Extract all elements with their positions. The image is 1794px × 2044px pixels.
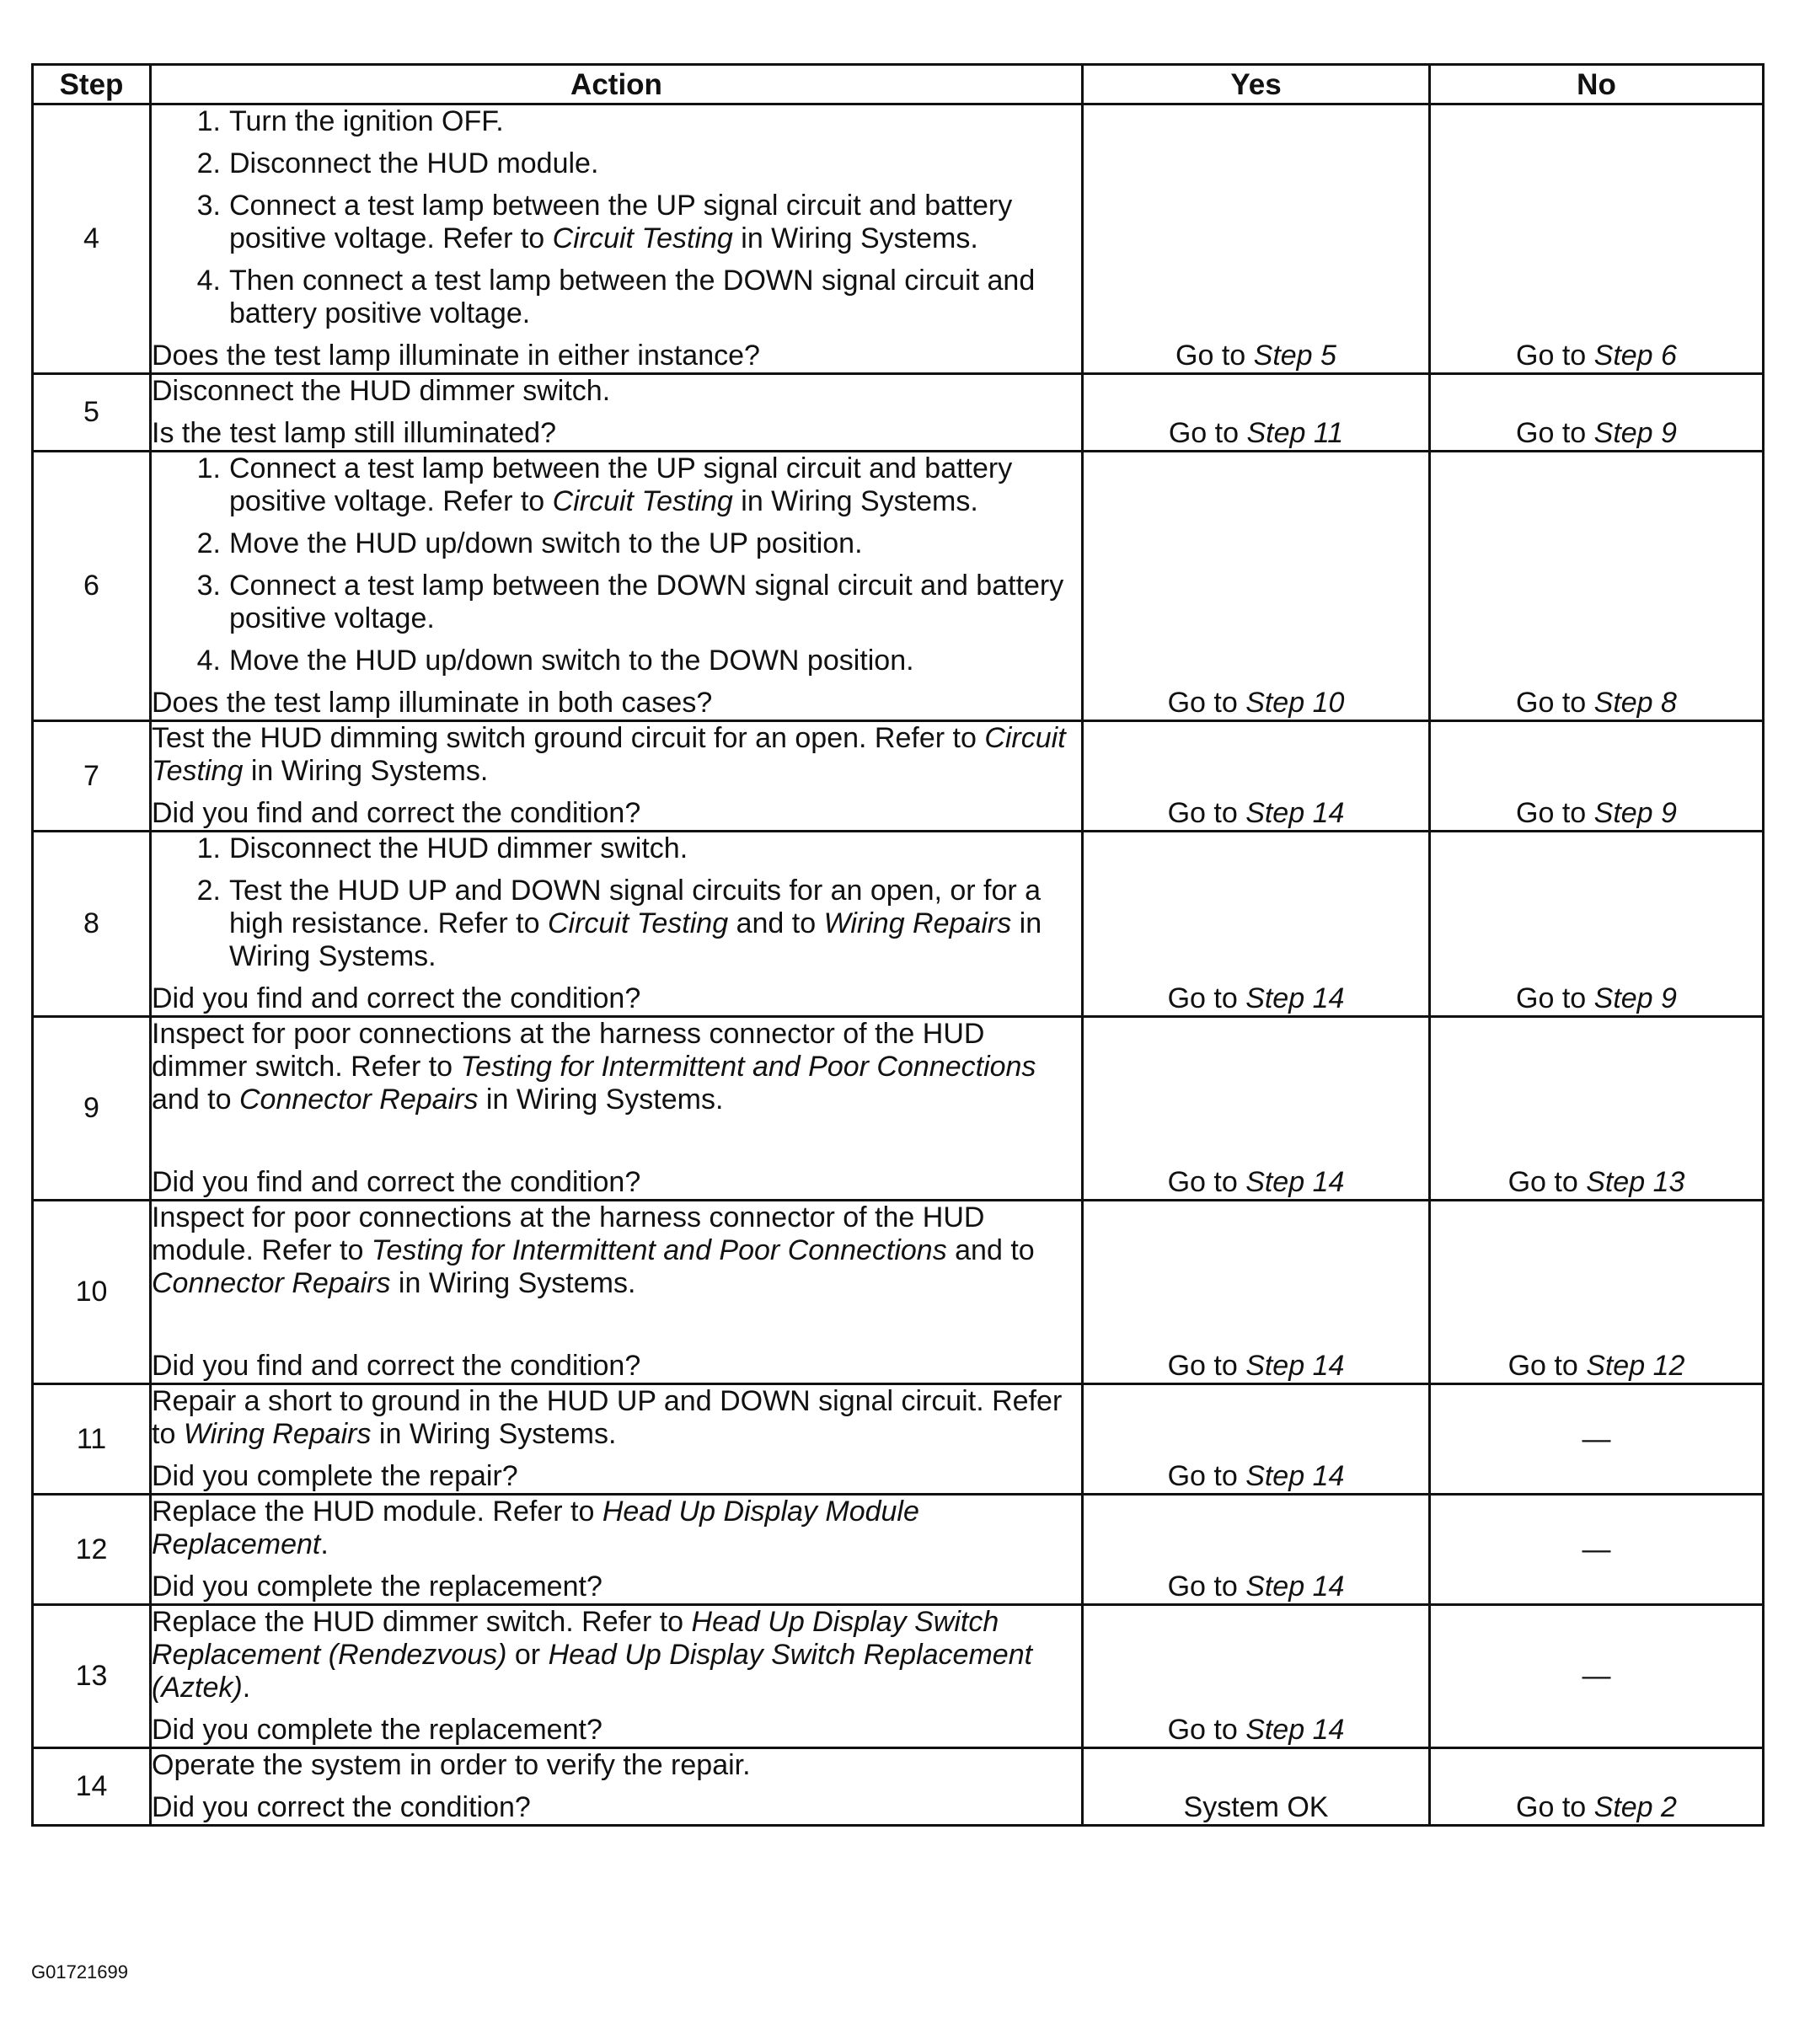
action-step-text xyxy=(229,832,1081,865)
no-result xyxy=(1430,1017,1764,1201)
text-run: or xyxy=(506,1639,549,1671)
action-step xyxy=(152,452,1081,518)
action-question: Does the test lamp illuminate in both cases? xyxy=(152,687,713,719)
action-question: Is the test lamp still illuminated? xyxy=(152,417,556,449)
action-step-number: 3. xyxy=(196,190,221,222)
reference-text: Step 5 xyxy=(1253,340,1336,372)
text-run: and to xyxy=(728,907,824,939)
reference-text: Step 9 xyxy=(1593,417,1677,449)
step-number: 6 xyxy=(33,452,151,721)
no-result xyxy=(1430,721,1764,832)
no-result xyxy=(1430,104,1764,374)
action-step-text xyxy=(229,452,1081,518)
action-step-number: 2. xyxy=(196,147,221,179)
action-instruction xyxy=(152,375,1081,408)
reference-text: Step 9 xyxy=(1593,982,1677,1014)
text-run: Move the HUD up/down switch to the UP position. xyxy=(229,527,863,559)
text-run: Go to xyxy=(1507,1350,1587,1382)
text-run: Turn the ignition OFF. xyxy=(229,105,504,137)
text-run: Test the HUD dimming switch ground circuit for an open. Refer to xyxy=(152,722,985,754)
action-step-number: 1. xyxy=(196,832,221,864)
text-run: Disconnect the HUD dimmer switch. xyxy=(229,832,688,864)
action-question: Does the test lamp illuminate in either instance? xyxy=(152,340,760,372)
text-run: Go to xyxy=(1516,1791,1594,1823)
text-run: in Wiring Systems. xyxy=(732,222,978,254)
action-content xyxy=(152,1749,1081,1824)
action-question: Did you find and correct the condition? xyxy=(152,1166,641,1198)
step-number: 12 xyxy=(33,1495,151,1605)
table-body xyxy=(33,104,1764,1826)
action-step xyxy=(152,570,1081,635)
action-cell xyxy=(151,721,1083,832)
text-run: in Wiring Systems. xyxy=(390,1267,636,1299)
action-question: Did you find and correct the condition? xyxy=(152,1350,641,1382)
text-run: Replace the HUD module. Refer to xyxy=(152,1496,602,1528)
step-number: 14 xyxy=(33,1748,151,1826)
action-step-number: 2. xyxy=(196,875,221,907)
text-run: Inspect for poor connections at the harness connector of the HUD dimmer switch. Refer to xyxy=(152,1018,985,1083)
action-step-text xyxy=(229,527,1081,560)
action-step xyxy=(152,645,1081,677)
action-cell xyxy=(151,104,1083,374)
text-run: Go to xyxy=(1167,687,1246,719)
reference-text: Wiring Repairs xyxy=(823,907,1012,939)
action-content xyxy=(152,722,1081,830)
action-cell xyxy=(151,1495,1083,1605)
yes-result xyxy=(1083,1495,1430,1605)
text-run: in Wiring Systems. xyxy=(229,907,1042,972)
header-row xyxy=(33,65,1764,104)
action-step xyxy=(152,190,1081,255)
header-no: No xyxy=(1430,65,1764,104)
text-run: Go to xyxy=(1167,797,1246,829)
no-result xyxy=(1430,1201,1764,1384)
action-cell xyxy=(151,1201,1083,1384)
reference-text: Step 2 xyxy=(1593,1791,1677,1823)
action-cell xyxy=(151,452,1083,721)
text-run: Go to xyxy=(1507,1166,1587,1198)
step-number: 10 xyxy=(33,1201,151,1384)
text-run: — xyxy=(1582,1660,1611,1692)
action-content xyxy=(152,1201,1081,1383)
header-step: Step xyxy=(33,65,151,104)
action-content xyxy=(152,1606,1081,1747)
reference-text: Step 12 xyxy=(1586,1350,1685,1382)
action-step xyxy=(152,832,1081,865)
action-step-number: 3. xyxy=(196,570,221,602)
action-steps-list xyxy=(152,452,1081,687)
table-row xyxy=(33,832,1764,1017)
action-instruction xyxy=(152,1385,1081,1451)
reference-text: Step 11 xyxy=(1246,417,1344,449)
step-number: 11 xyxy=(33,1384,151,1495)
text-run: Go to xyxy=(1516,797,1594,829)
action-step xyxy=(152,875,1081,973)
yes-result xyxy=(1083,452,1430,721)
text-run: Go to xyxy=(1175,340,1254,372)
action-question: Did you complete the replacement? xyxy=(152,1570,602,1603)
table-row xyxy=(33,1017,1764,1201)
text-run: Connect a test lamp between the DOWN signal circuit and battery positive voltage. xyxy=(229,570,1064,634)
text-run: Move the HUD up/down switch to the DOWN position. xyxy=(229,645,914,677)
action-step-text xyxy=(229,105,1081,138)
reference-text: Step 9 xyxy=(1593,797,1677,829)
action-content xyxy=(152,452,1081,720)
yes-result xyxy=(1083,1748,1430,1826)
table-row xyxy=(33,374,1764,452)
action-content xyxy=(152,832,1081,1015)
text-run: — xyxy=(1582,1533,1611,1565)
action-content xyxy=(152,1496,1081,1603)
text-run: and to xyxy=(152,1084,239,1116)
action-instruction xyxy=(152,1749,1081,1782)
action-step xyxy=(152,105,1081,138)
action-question: Did you complete the replacement? xyxy=(152,1714,602,1746)
action-step-text xyxy=(229,875,1081,973)
table-row xyxy=(33,104,1764,374)
action-question: Did you find and correct the condition? xyxy=(152,982,641,1014)
reference-text: Step 14 xyxy=(1245,1460,1345,1492)
text-run: Connect a test lamp between the UP signal circuit and battery positive voltage. Refer to xyxy=(229,190,1013,254)
yes-result xyxy=(1083,1605,1430,1748)
reference-text: Connector Repairs xyxy=(238,1084,479,1116)
action-instruction xyxy=(152,1496,1081,1561)
action-question: Did you find and correct the condition? xyxy=(152,797,641,829)
action-step-number: 2. xyxy=(196,527,221,559)
yes-result xyxy=(1083,104,1430,374)
action-step xyxy=(152,265,1081,330)
reference-text: Step 13 xyxy=(1586,1166,1685,1198)
yes-result xyxy=(1083,374,1430,452)
text-run: in Wiring Systems. xyxy=(371,1418,617,1450)
action-content xyxy=(152,105,1081,372)
reference-text: Head Up Display Switch Replacement (Aztek) xyxy=(152,1639,1033,1704)
table-row xyxy=(33,1605,1764,1748)
text-run: and to xyxy=(946,1234,1035,1266)
text-run: Test the HUD UP and DOWN signal circuits for an open, or for a high resistance. Refer to xyxy=(229,875,1042,939)
action-step-number: 4. xyxy=(196,645,221,677)
no-result xyxy=(1430,832,1764,1017)
text-run: . xyxy=(242,1672,251,1704)
reference-text: Step 14 xyxy=(1245,1714,1345,1746)
text-run: Go to xyxy=(1516,340,1594,372)
text-run: Disconnect the HUD dimmer switch. xyxy=(152,375,611,407)
reference-text: Step 14 xyxy=(1245,1350,1345,1382)
reference-text: Step 8 xyxy=(1593,687,1677,719)
no-result xyxy=(1430,374,1764,452)
action-cell xyxy=(151,832,1083,1017)
text-run: Go to xyxy=(1516,417,1594,449)
reference-text: Step 14 xyxy=(1245,1570,1345,1603)
action-instruction xyxy=(152,1201,1081,1300)
text-run: Go to xyxy=(1516,687,1594,719)
reference-text: Step 14 xyxy=(1245,982,1345,1014)
step-number: 8 xyxy=(33,832,151,1017)
no-result xyxy=(1430,1605,1764,1748)
action-question: Did you correct the condition? xyxy=(152,1791,531,1823)
yes-result xyxy=(1083,1017,1430,1201)
action-content xyxy=(152,1385,1081,1493)
step-number: 13 xyxy=(33,1605,151,1748)
text-run: Go to xyxy=(1167,1714,1246,1746)
yes-result xyxy=(1083,832,1430,1017)
text-run: System OK xyxy=(1183,1791,1329,1823)
step-number: 4 xyxy=(33,104,151,374)
figure-id: G01721699 xyxy=(31,1961,128,1982)
reference-text: Step 14 xyxy=(1245,797,1345,829)
table-row xyxy=(33,1201,1764,1384)
action-step xyxy=(152,527,1081,560)
table-row xyxy=(33,1495,1764,1605)
action-cell xyxy=(151,1605,1083,1748)
action-cell xyxy=(151,1748,1083,1826)
header-action: Action xyxy=(151,65,1083,104)
no-result xyxy=(1430,452,1764,721)
text-run: . xyxy=(320,1528,329,1560)
table-row xyxy=(33,452,1764,721)
reference-text: Connector Repairs xyxy=(152,1267,391,1299)
text-run: Operate the system in order to verify the repair. xyxy=(152,1749,751,1781)
reference-text: Wiring Repairs xyxy=(183,1418,372,1450)
text-run: Replace the HUD dimmer switch. Refer to xyxy=(152,1606,692,1638)
action-instruction xyxy=(152,1606,1081,1704)
reference-text: Step 6 xyxy=(1593,340,1677,372)
text-run: Go to xyxy=(1516,982,1594,1014)
step-number: 5 xyxy=(33,374,151,452)
action-step-number: 1. xyxy=(196,105,221,137)
yes-result xyxy=(1083,1384,1430,1495)
action-steps-list xyxy=(152,832,1081,982)
text-run: Inspect for poor connections at the harness connector of the HUD module. Refer to xyxy=(152,1201,985,1266)
yes-result xyxy=(1083,721,1430,832)
text-run: Go to xyxy=(1168,417,1247,449)
table-row xyxy=(33,721,1764,832)
action-content xyxy=(152,1018,1081,1199)
action-step-text xyxy=(229,190,1081,255)
action-step xyxy=(152,147,1081,180)
yes-result xyxy=(1083,1201,1430,1384)
reference-text: Circuit Testing xyxy=(552,485,733,517)
action-step-number: 4. xyxy=(196,265,221,297)
action-instruction xyxy=(152,1018,1081,1116)
action-step-number: 1. xyxy=(196,452,221,484)
reference-text: Testing for Intermittent and Poor Connections xyxy=(371,1234,947,1266)
text-run: Then connect a test lamp between the DOWN signal circuit and battery positive voltage. xyxy=(229,265,1036,329)
action-instruction xyxy=(152,722,1081,788)
action-cell xyxy=(151,1017,1083,1201)
header-yes: Yes xyxy=(1083,65,1430,104)
reference-text: Circuit Testing xyxy=(547,907,729,939)
text-run: in Wiring Systems. xyxy=(478,1084,724,1116)
reference-text: Step 14 xyxy=(1245,1166,1345,1198)
reference-text: Step 10 xyxy=(1245,687,1345,719)
no-result xyxy=(1430,1495,1764,1605)
text-run: Go to xyxy=(1167,1350,1246,1382)
action-step-text xyxy=(229,570,1081,635)
text-run: Go to xyxy=(1167,982,1246,1014)
text-run: in Wiring Systems. xyxy=(732,485,978,517)
action-steps-list xyxy=(152,105,1081,340)
reference-text: Head Up Display Module Replacement xyxy=(152,1496,919,1560)
reference-text: Head Up Display Switch Replacement (Rendezvous) xyxy=(152,1606,999,1671)
text-run: Repair a short to ground in the HUD UP and DOWN signal circuit. Refer to xyxy=(152,1385,1063,1450)
text-run: — xyxy=(1582,1422,1611,1455)
action-step-text xyxy=(229,265,1081,330)
action-question: Did you complete the repair? xyxy=(152,1460,518,1492)
reference-text: Circuit Testing xyxy=(552,222,733,254)
text-run: Go to xyxy=(1167,1166,1246,1198)
text-run: Disconnect the HUD module. xyxy=(229,147,599,179)
action-content xyxy=(152,375,1081,450)
step-number: 9 xyxy=(33,1017,151,1201)
action-cell xyxy=(151,1384,1083,1495)
action-step-text xyxy=(229,147,1081,180)
step-number: 7 xyxy=(33,721,151,832)
text-run: Go to xyxy=(1167,1460,1246,1492)
text-run: Connect a test lamp between the UP signal circuit and battery positive voltage. Refer to xyxy=(229,452,1013,517)
action-cell xyxy=(151,374,1083,452)
table-row xyxy=(33,1384,1764,1495)
reference-text: Testing for Intermittent and Poor Connections xyxy=(460,1051,1036,1083)
diagnostic-table xyxy=(31,63,1765,1827)
reference-text: Circuit Testing xyxy=(152,722,1066,787)
text-run: Go to xyxy=(1167,1570,1246,1603)
no-result xyxy=(1430,1384,1764,1495)
no-result xyxy=(1430,1748,1764,1826)
action-step-text xyxy=(229,645,1081,677)
text-run: in Wiring Systems. xyxy=(243,755,489,787)
table-row xyxy=(33,1748,1764,1826)
